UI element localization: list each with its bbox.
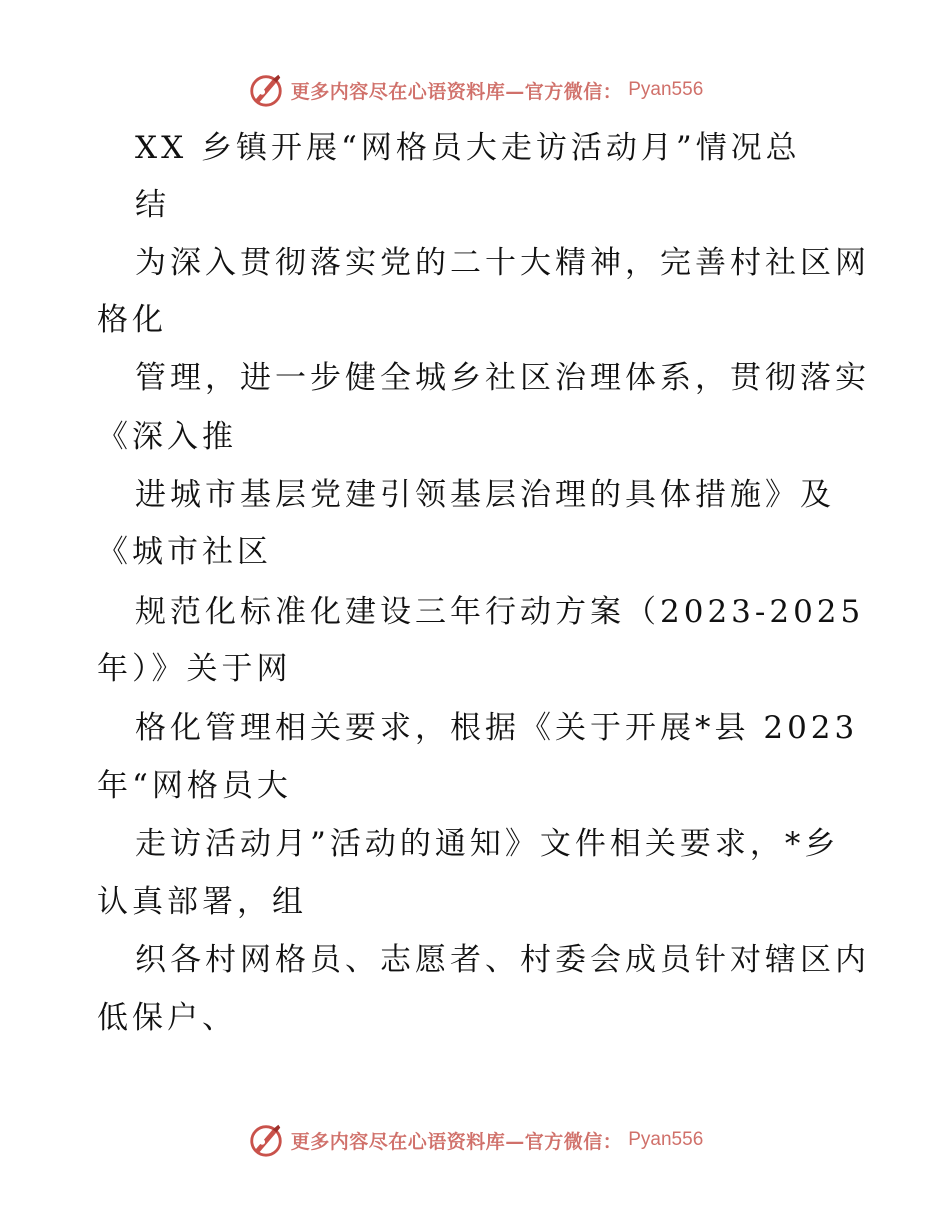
document-title-line-1: XX 乡镇开展“网格员大走访活动月”情况总 — [135, 130, 801, 166]
paragraph-line: 格化管理相关要求，根据《关于开展*县 2023 — [135, 710, 859, 746]
paragraph-line: 认真部署，组 — [97, 884, 307, 920]
paragraph-line: 年）》关于网 — [97, 651, 292, 687]
paragraph-line: 《深入推 — [97, 419, 237, 455]
paragraph-line: 规范化标准化建设三年行动方案（2023-2025 — [135, 594, 865, 630]
paragraph-line: 低保户、 — [97, 1000, 237, 1036]
header-banner-text: 更多内容尽在心语资料库—官方微信： — [290, 80, 623, 103]
footer-banner-text: 更多内容尽在心语资料库—官方微信： — [290, 1130, 623, 1153]
header-wechat-id: Pyan556 — [628, 79, 704, 100]
paragraph-line: 《城市社区 — [97, 534, 272, 570]
paragraph-line: 格化 — [97, 302, 167, 338]
paragraph-line: 走访活动月”活动的通知》文件相关要求，*乡 — [135, 826, 840, 862]
paragraph-line: 织各村网格员、志愿者、村委会成员针对辖区内 — [135, 942, 870, 978]
paragraph-line: 为深入贯彻落实党的二十大精神，完善村社区网 — [135, 245, 870, 281]
paragraph-line: 管理，进一步健全城乡社区治理体系，贯彻落实 — [135, 360, 870, 396]
paragraph-line: 进城市基层党建引领基层治理的具体措施》及 — [135, 477, 835, 513]
footer-banner — [0, 1118, 950, 1162]
pen-seal-logo-icon — [247, 1121, 285, 1159]
pen-seal-logo-icon — [247, 71, 285, 109]
header-banner — [0, 68, 950, 112]
paragraph-line: 年“网格员大 — [97, 768, 292, 804]
document-title-line-2: 结 — [135, 187, 170, 223]
footer-wechat-id: Pyan556 — [628, 1129, 704, 1150]
